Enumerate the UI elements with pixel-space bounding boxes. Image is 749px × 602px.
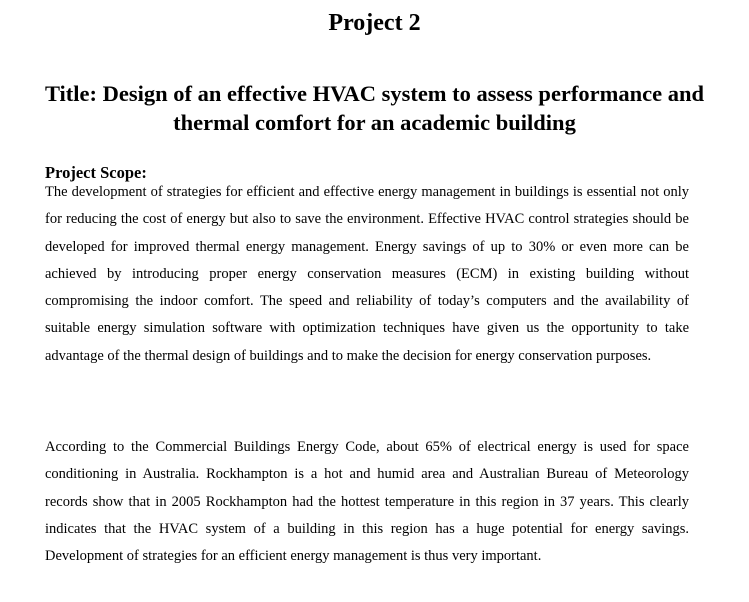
project-heading: Project 2 <box>328 10 421 36</box>
project-scope-heading: Project Scope: <box>45 163 147 182</box>
scope-paragraph-1: The development of strategies for efficient and effective energy management in buildings is essential not only for reducing the cost of energy but also to save the environment. Effective HVAC control strategies should be developed for improved thermal energy management. Energy savings of up to 30% or even more can be achieved by introducing proper energy conservation measures (ECM) in existing building without compromising the indoor comfort. The speed and reliability of today’s computers and the availability of suitable energy simulation software with optimization techniques have given us the opportunity to take advantage of the thermal design of buildings and to make the decision for energy conservation purposes. <box>45 184 689 364</box>
scope-paragraph-2: According to the Commercial Buildings Energy Code, about 65% of electrical energy is used for space conditioning in Australia. Rockhampton is a hot and humid area and Australian Bureau of Meteorology records show that in 2005 Rockhampton had the hottest temperature in this region in 37 years. This clearly indicates that the HVAC system of a building in this region has a huge potential for energy savings. Development of strategies for an efficient energy management is thus very important. <box>45 439 689 565</box>
document-title: Title: Design of an effective HVAC system to assess performance and thermal comfort for an academic building <box>44 81 705 135</box>
